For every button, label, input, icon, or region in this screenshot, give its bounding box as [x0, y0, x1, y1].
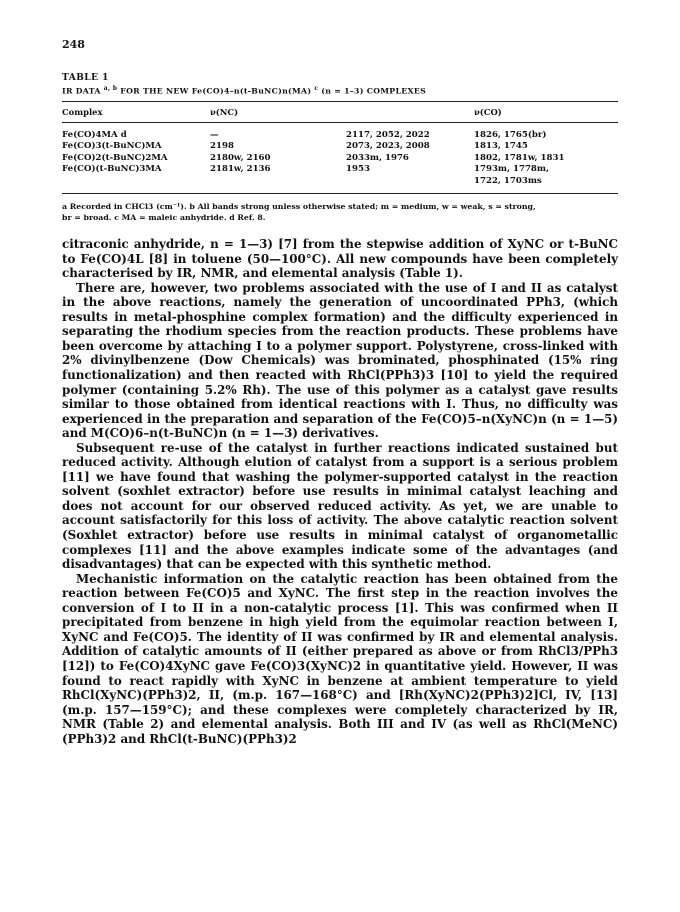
header-blank — [346, 101, 474, 122]
table-cell: Fe(CO)4MA d — [62, 129, 127, 140]
table-row — [62, 122, 618, 141]
header-nu-co: ν(CO) — [474, 106, 502, 117]
table-cell: 1722, 1703ms — [474, 175, 542, 186]
table-cell: 2198 — [210, 141, 234, 152]
table-header-row — [62, 101, 618, 122]
table-caption — [62, 85, 618, 96]
table-cell: — — [210, 129, 219, 140]
ir-data-table — [62, 101, 618, 195]
paragraph: There are, however, two problems associated with the use of I and II as catalyst in the above reactions, namely the generation of uncoordinated PPh3, (which results in metal-phosphine complex formation) and the difficulty experienced in separating the rhodium species from the reaction products. These problems have been overcome by attaching I to a polymer support. Polystyrene, cross-linked with 2% divinylbenzene (Dow Chemicals) was brominated, phosphinated (15% ring functionalization) and then reacted with RhCl(PPh3)3 [10] to yield the required polymer (containing 5.2% Rh). The use of this polymer as a catalyst gave results similar to those obtained from identical reactions with I. Thus, no difficulty was experienced in the preparation and separation of the Fe(CO)5–n(XyNC)n (n = 1—5) and M(CO)6–n(t-BuNC)n (n = 1—3) derivatives. — [62, 280, 618, 441]
caption-text: (n = 1–3) COMPLEXES — [318, 86, 427, 96]
table-row — [62, 153, 618, 165]
page — [62, 38, 618, 746]
table-row — [62, 164, 618, 176]
table-cell: Fe(CO)3(t-BuNC)MA — [62, 141, 162, 152]
footnote-line: br = broad. c MA = maleic anhydride. d Ref. 8. — [62, 212, 266, 222]
table-row — [62, 141, 618, 153]
table-cell: 1953 — [346, 164, 370, 175]
table-cell — [346, 176, 474, 194]
caption-text: IR DATA — [62, 86, 104, 96]
table-cell: 2117, 2052, 2022 — [346, 129, 430, 140]
footnote-line: a Recorded in CHCl3 (cm⁻¹). b All bands strong unless otherwise stated; m = medium, w = weak, s = strong, — [62, 202, 536, 212]
table-footnotes — [62, 202, 618, 223]
caption-text: FOR THE NEW Fe(CO)4–n(t-BuNC)n(MA) — [117, 86, 315, 96]
table-bottom-rule — [62, 194, 618, 195]
paragraph: Mechanistic information on the catalytic reaction has been obtained from the reaction between Fe(CO)5 and XyNC. The first step in the reaction involves the conversion of I to II in a non-catalytic process [1]. This was confirmed when II precipitated from benzene in high yield from the equimolar reaction between I, XyNC and Fe(CO)5. The identity of II was confirmed by IR and elemental analysis. Addition of catalytic amounts of II (either prepared as above or from RhCl3/PPh3 [12]) to Fe(CO)4XyNC gave Fe(CO)3(XyNC)2 in quantitative yield. However, II was found to react rapidly with XyNC in benzene at ambient temperature to yield RhCl(XyNC)(PPh3)2, II, (m.p. 167—168°C) and [Rh(XyNC)2(PPh3)2]Cl, IV, [13] (m.p. 157—159°C); and these complexes were completely characterized by IR, NMR (Table 2) and elemental analysis. Both III and IV (as well as RhCl(MeNC)(PPh3)2 and RhCl(t-BuNC)(PPh3)2 — [62, 571, 618, 746]
paragraph: Subsequent re-use of the catalyst in further reactions indicated sustained but reduced activity. Although elution of catalyst from a support is a serious problem [11] we have found that washing the polymer-supported catalyst in the reaction solvent (soxhlet extractor) before use results in minimal catalyst leaching and does not account for our observed reduced activity. As yet, we are unable to account satisfactorily for this loss of activity. The above catalytic reaction solvent (Soxhlet extractor) before use results in minimal catalyst of organometallic complexes [11] and the above examples indicate some of the advantages (and disadvantages) that can be expected with this synthetic method. — [62, 440, 618, 572]
table-cell: 2181w, 2136 — [210, 164, 271, 175]
table-cell: 1793m, 1778m, — [474, 164, 549, 175]
table-cell: 1813, 1745 — [474, 141, 528, 152]
header-complex: Complex — [62, 106, 103, 117]
table-cell — [62, 176, 210, 194]
table-cell: 2033m, 1976 — [346, 152, 409, 163]
table-cell: 1802, 1781w, 1831 — [474, 152, 565, 163]
caption-footnote-mark: a, b — [103, 85, 118, 92]
header-nu-nc: ν(NC) — [210, 106, 239, 117]
caption-footnote-mark: c — [314, 85, 319, 92]
table-cell: 2073, 2023, 2008 — [346, 141, 430, 152]
body-text — [62, 237, 618, 746]
table-label: TABLE 1 — [62, 73, 109, 83]
table-cell — [210, 176, 346, 194]
table-cell: 1826, 1765(br) — [474, 129, 547, 140]
page-number: 248 — [62, 38, 85, 51]
table-cell: 2180w, 2160 — [210, 152, 271, 163]
table-cell: Fe(CO)2(t-BuNC)2MA — [62, 152, 168, 163]
table-row — [62, 176, 618, 194]
table-cell: Fe(CO)(t-BuNC)3MA — [62, 164, 162, 175]
paragraph: citraconic anhydride, n = 1—3) [7] from the stepwise addition of XyNC or t-BuNC to Fe(CO)4L [8] in toluene (50—100°C). All new compounds have been completely characterised by IR, NMR, and elemental analysis (Table 1). — [62, 237, 618, 281]
